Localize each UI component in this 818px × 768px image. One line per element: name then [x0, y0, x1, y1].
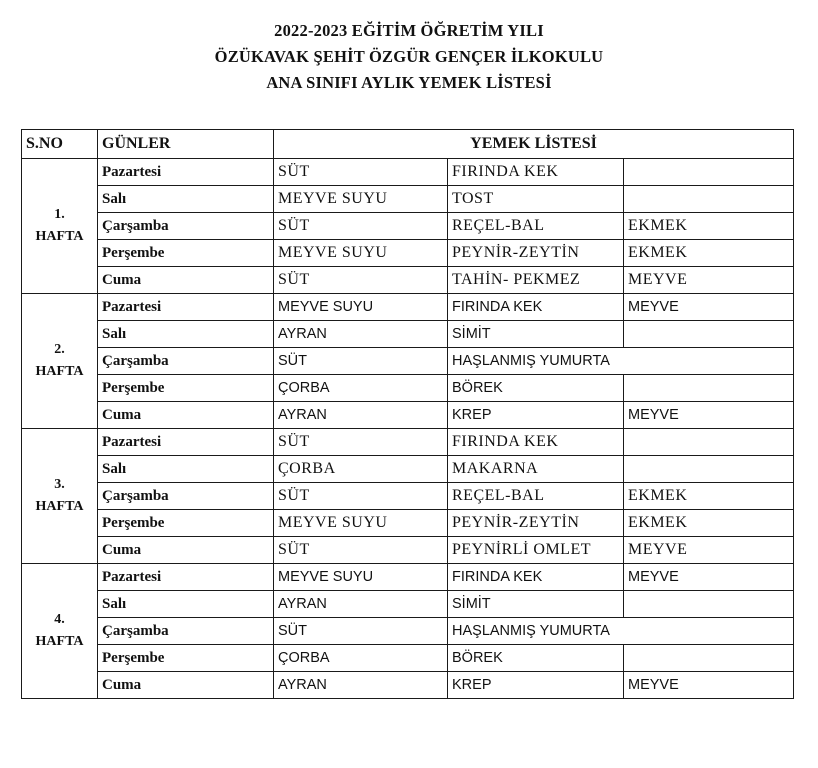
- menu-item-1: AYRAN: [274, 591, 448, 618]
- day-name: Çarşamba: [98, 483, 274, 510]
- menu-item-1: SÜT: [274, 267, 448, 294]
- week-word: HAFTA: [35, 364, 84, 379]
- week-label: [22, 294, 98, 429]
- menu-item-2: FIRINDA KEK: [448, 429, 624, 456]
- day-name: Çarşamba: [98, 213, 274, 240]
- table-row: [22, 186, 794, 213]
- header-days: GÜNLER: [98, 130, 274, 159]
- menu-item-3: MEYVE: [624, 402, 794, 429]
- week-number: 3.: [54, 477, 65, 492]
- day-name: Perşembe: [98, 240, 274, 267]
- menu-item-3: MEYVE: [624, 267, 794, 294]
- table-row: [22, 294, 794, 321]
- menu-item-3: MEYVE: [624, 537, 794, 564]
- menu-item-1: MEYVE SUYU: [274, 564, 448, 591]
- menu-item-1: MEYVE SUYU: [274, 240, 448, 267]
- menu-item-1: SÜT: [274, 483, 448, 510]
- week-word: HAFTA: [35, 634, 84, 649]
- menu-item-1: SÜT: [274, 537, 448, 564]
- menu-table-body: [22, 159, 794, 699]
- week-number: 4.: [54, 612, 65, 627]
- day-name: Cuma: [98, 402, 274, 429]
- menu-item-2: PEYNİR-ZEYTİN: [448, 240, 624, 267]
- menu-table: [21, 129, 794, 699]
- day-name: Cuma: [98, 672, 274, 699]
- table-header-row: [22, 130, 794, 159]
- menu-item-3: [624, 456, 794, 483]
- menu-item-2: HAŞLANMIŞ YUMURTA: [448, 348, 794, 375]
- week-label: [22, 159, 98, 294]
- table-row: [22, 267, 794, 294]
- menu-item-3: [624, 186, 794, 213]
- table-row: [22, 321, 794, 348]
- day-name: Salı: [98, 186, 274, 213]
- menu-item-2: HAŞLANMIŞ YUMURTA: [448, 618, 794, 645]
- table-row: [22, 402, 794, 429]
- table-row: [22, 456, 794, 483]
- day-name: Cuma: [98, 267, 274, 294]
- table-row: [22, 429, 794, 456]
- menu-item-2: PEYNİR-ZEYTİN: [448, 510, 624, 537]
- table-row: [22, 213, 794, 240]
- menu-item-2: REÇEL-BAL: [448, 213, 624, 240]
- day-name: Pazartesi: [98, 294, 274, 321]
- menu-item-2: SİMİT: [448, 591, 624, 618]
- menu-item-1: MEYVE SUYU: [274, 294, 448, 321]
- menu-item-2: FIRINDA KEK: [448, 294, 624, 321]
- menu-item-3: [624, 159, 794, 186]
- day-name: Cuma: [98, 537, 274, 564]
- table-row: [22, 645, 794, 672]
- menu-item-1: MEYVE SUYU: [274, 510, 448, 537]
- menu-item-2: SİMİT: [448, 321, 624, 348]
- header-menu: YEMEK LİSTESİ: [274, 130, 794, 159]
- menu-item-2: REÇEL-BAL: [448, 483, 624, 510]
- menu-item-3: EKMEK: [624, 240, 794, 267]
- table-row: [22, 564, 794, 591]
- menu-item-2: TAHİN- PEKMEZ: [448, 267, 624, 294]
- menu-item-3: [624, 645, 794, 672]
- table-row: [22, 672, 794, 699]
- menu-item-2: TOST: [448, 186, 624, 213]
- table-row: [22, 591, 794, 618]
- table-row: [22, 510, 794, 537]
- table-row: [22, 483, 794, 510]
- table-row: [22, 240, 794, 267]
- menu-item-3: EKMEK: [624, 213, 794, 240]
- menu-item-1: SÜT: [274, 429, 448, 456]
- day-name: Perşembe: [98, 645, 274, 672]
- header-sno: S.NO: [22, 130, 98, 159]
- menu-item-3: [624, 321, 794, 348]
- table-row: [22, 159, 794, 186]
- day-name: Çarşamba: [98, 348, 274, 375]
- document-header: [0, 18, 818, 96]
- menu-item-3: EKMEK: [624, 510, 794, 537]
- week-number: 2.: [54, 342, 65, 357]
- header-line-year: 2022-2023 EĞİTİM ÖĞRETİM YILI: [274, 21, 544, 40]
- menu-item-2: FIRINDA KEK: [448, 564, 624, 591]
- week-label: [22, 429, 98, 564]
- menu-item-1: SÜT: [274, 618, 448, 645]
- menu-item-2: KREP: [448, 402, 624, 429]
- menu-item-3: [624, 591, 794, 618]
- week-word: HAFTA: [35, 229, 84, 244]
- menu-item-1: SÜT: [274, 348, 448, 375]
- table-row: [22, 537, 794, 564]
- menu-item-3: [624, 429, 794, 456]
- menu-item-2: PEYNİRLİ OMLET: [448, 537, 624, 564]
- menu-item-1: AYRAN: [274, 321, 448, 348]
- menu-item-1: AYRAN: [274, 672, 448, 699]
- table-row: [22, 348, 794, 375]
- menu-item-2: FIRINDA KEK: [448, 159, 624, 186]
- menu-item-1: ÇORBA: [274, 645, 448, 672]
- day-name: Çarşamba: [98, 618, 274, 645]
- day-name: Salı: [98, 591, 274, 618]
- day-name: Perşembe: [98, 375, 274, 402]
- menu-item-1: MEYVE SUYU: [274, 186, 448, 213]
- menu-item-3: EKMEK: [624, 483, 794, 510]
- day-name: Salı: [98, 456, 274, 483]
- menu-item-3: [624, 375, 794, 402]
- week-label: [22, 564, 98, 699]
- menu-item-2: KREP: [448, 672, 624, 699]
- menu-item-2: MAKARNA: [448, 456, 624, 483]
- day-name: Pazartesi: [98, 564, 274, 591]
- menu-item-1: ÇORBA: [274, 456, 448, 483]
- menu-item-1: SÜT: [274, 159, 448, 186]
- week-number: 1.: [54, 207, 65, 222]
- menu-item-2: BÖREK: [448, 375, 624, 402]
- day-name: Perşembe: [98, 510, 274, 537]
- day-name: Salı: [98, 321, 274, 348]
- menu-item-1: SÜT: [274, 213, 448, 240]
- table-row: [22, 618, 794, 645]
- header-line-title: ANA SINIFI AYLIK YEMEK LİSTESİ: [266, 73, 552, 92]
- menu-item-3: MEYVE: [624, 672, 794, 699]
- menu-item-1: ÇORBA: [274, 375, 448, 402]
- menu-item-2: BÖREK: [448, 645, 624, 672]
- day-name: Pazartesi: [98, 429, 274, 456]
- menu-item-3: MEYVE: [624, 294, 794, 321]
- menu-item-1: AYRAN: [274, 402, 448, 429]
- table-row: [22, 375, 794, 402]
- week-word: HAFTA: [35, 499, 84, 514]
- day-name: Pazartesi: [98, 159, 274, 186]
- menu-item-3: MEYVE: [624, 564, 794, 591]
- header-line-school: ÖZÜKAVAK ŞEHİT ÖZGÜR GENÇER İLKOKULU: [214, 47, 604, 66]
